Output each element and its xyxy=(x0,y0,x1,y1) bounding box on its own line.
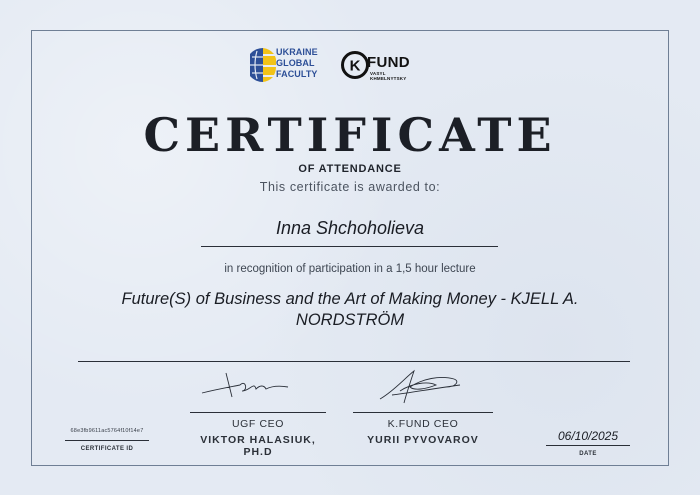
kfund-letter: K xyxy=(349,57,361,75)
signature-line xyxy=(190,412,326,413)
ugf-line-2: GLOBAL xyxy=(276,58,315,68)
kfund-ceo-name: YURII PYVOVAROV xyxy=(367,434,479,446)
ugf-ceo-block xyxy=(185,412,331,458)
certificate-id-block xyxy=(62,428,152,452)
kfund-wordmark: FUND xyxy=(367,54,410,71)
certificate-border xyxy=(31,30,669,466)
certificate-id-line xyxy=(65,440,149,441)
ugf-ceo-name: VIKTOR HALASIUK, PH.D xyxy=(200,434,316,458)
certificate-subtitle: OF ATTENDANCE xyxy=(298,163,402,175)
kfund-ceo-block xyxy=(350,412,496,446)
ugf-line-3: FACULTY xyxy=(276,69,318,79)
certificate-title: CERTIFICATE xyxy=(143,108,557,162)
kfund-ceo-role: K.FUND CEO xyxy=(387,418,459,430)
date-block xyxy=(543,429,633,457)
certificate-id-value: 68e3fb9611ac5764f10f14e7 xyxy=(70,428,144,434)
certificate-id-label: CERTIFICATE ID xyxy=(80,446,134,452)
logo-row xyxy=(0,44,700,88)
date-value: 06/10/2025 xyxy=(557,429,619,443)
k-circle-icon xyxy=(340,50,370,80)
ugf-ceo-signature xyxy=(196,365,296,405)
signature-line xyxy=(353,412,493,413)
kfund-subtitle xyxy=(370,71,406,81)
recipient-underline xyxy=(201,246,498,247)
recipient-name: Inna Shchoholieva xyxy=(275,218,425,238)
kfund-ceo-signature xyxy=(370,365,470,405)
divider-line xyxy=(78,361,630,362)
awarded-text: This certificate is awarded to: xyxy=(259,180,441,194)
ugf-line-1: UKRAINE xyxy=(276,47,318,57)
lecture-title: Future(S) of Business and the Art of Making Money - KJELL A. NORDSTRÖM xyxy=(121,290,579,329)
globe-icon xyxy=(250,45,276,85)
recognition-text: in recognition of participation in a 1,5 hour lecture xyxy=(224,263,476,275)
kfund-logo xyxy=(340,50,440,84)
ugf-logo xyxy=(246,44,336,88)
ugf-wordmark xyxy=(276,47,318,80)
ugf-ceo-role: UGF CEO xyxy=(231,418,285,430)
date-label: DATE xyxy=(579,451,597,457)
date-line xyxy=(546,445,630,446)
kfund-sub-1: VASYL xyxy=(370,71,386,76)
kfund-sub-2: KHMELNYTSKY xyxy=(370,76,407,81)
